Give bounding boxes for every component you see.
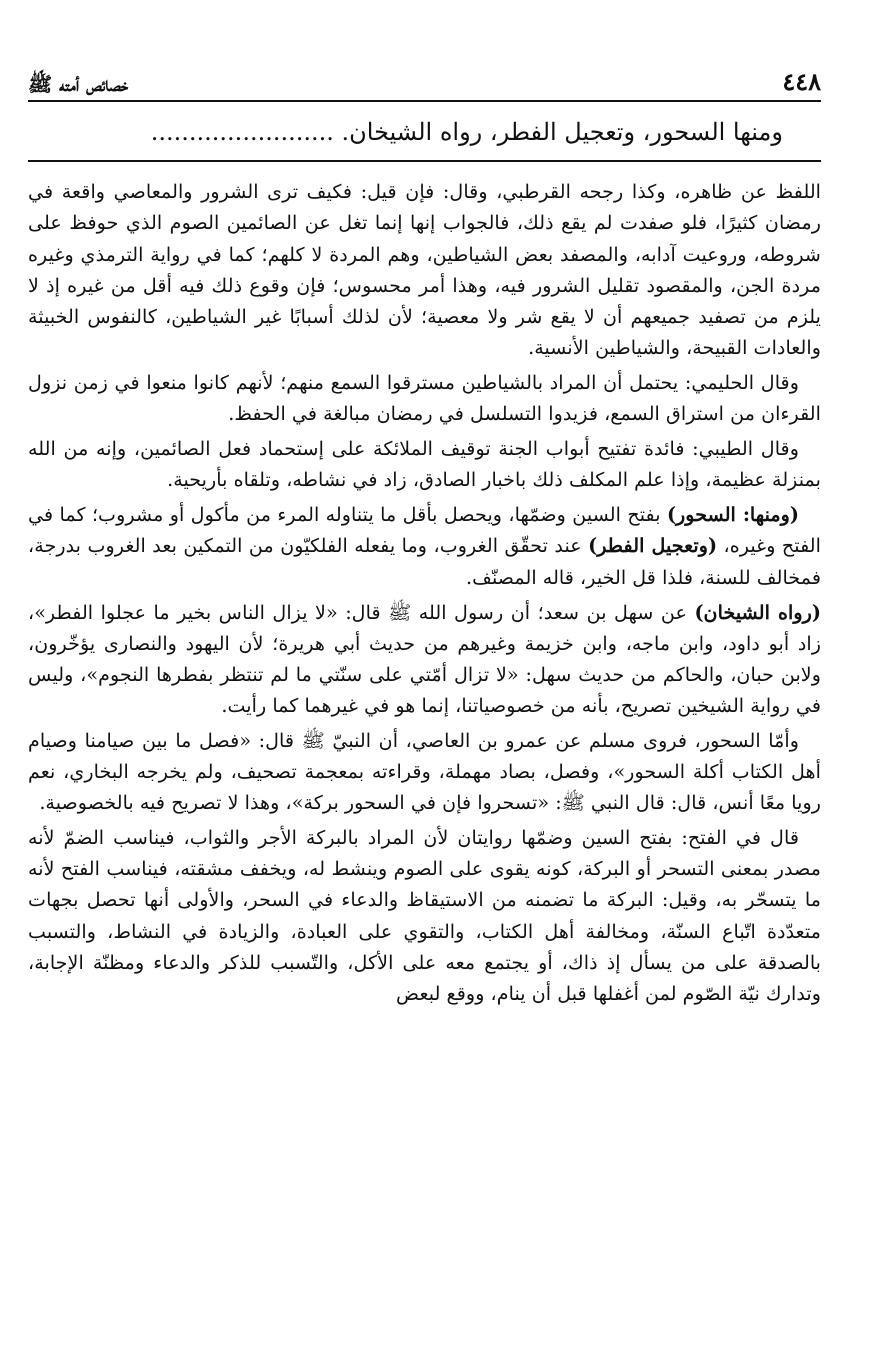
paragraph-text: عند تحقّق الغروب، وما يفعله الفلكيّون من التمكين بعد الغروب بدرجة، فمخالف للسنة، فلذا قل الخير، قاله المصنّف. bbox=[28, 534, 821, 589]
paragraph-text: اللفظ عن ظاهره، وكذا رجحه القرطبي، وقال: فإن قيل: فكيف ترى الشرور والمعاصي واقعة في رمضان كثيرًا، فلو صفدت لم يقع ذلك، فالجواب إنها إنما تغل عن الصائمين الصوم الذي حوفظ على شروطه، وروعيت آدابه، والمصفد بعض الشياطين، وهم المردة لا كلهم؛ كما في رواية الترمذي وغيره مردة الجن، والمقصود تقليل الشرور فيه، وهذا أمر محسوس؛ فإن وقوع ذلك فيه أقل من غيره إذ لا يلزم من تصفيد جميعهم أن لا يقع شر ولا معصية؛ لأن لذلك أسبابًا غير الشياطين، كالنفوس الخبيثة والعادات القبيحة، والشياطين الأنسية. bbox=[28, 180, 821, 359]
running-header bbox=[28, 52, 821, 100]
lemma-text: (رواه الشيخان) bbox=[694, 600, 821, 624]
paragraph-text: وقال الحليمي: يحتمل أن المراد بالشياطين مسترقوا السمع منهم؛ لأنهم كانوا منعوا في زمن نزول القرءان من استراق السمع، فزيدوا التسلسل في رمضان مبالغة في الحفظ. bbox=[28, 370, 821, 426]
lemma-text: (وتعجيل الفطر) bbox=[588, 534, 718, 558]
page-number: ٤٤٨ bbox=[782, 67, 821, 96]
commentary-paragraph bbox=[28, 433, 821, 495]
commentary-paragraph bbox=[28, 176, 821, 363]
commentary-body bbox=[28, 162, 821, 1008]
paragraph-text: وأمّا السحور، فروى مسلم عن عمرو بن العاصي، أن النبيّ ﷺ قال: «فصل ما بين صيامنا وصيام أهل الكتاب أكلة السحور»، وفصل، بصاد مهملة، وقراءته بمعجمة تصحيف، ولم يخرجه البخاري، نعم رويا معًا أنس، قال: قال النبي ﷺ: «تسحروا فإن في السحور بركة»، وهذا لا تصريح فيه بالخصوصية. bbox=[28, 728, 821, 815]
commentary-paragraph bbox=[28, 725, 821, 818]
matn-text: ومنها السحور، وتعجيل الفطر، رواه الشيخان. bbox=[341, 118, 783, 146]
matn-dots: ........................ bbox=[150, 118, 334, 146]
commentary-paragraph bbox=[28, 822, 821, 1009]
paragraph-text: قال في الفتح: بفتح السين وضمّها روايتان لأن المراد بالبركة الأجر والثواب، فيناسب الضمّ لأنه مصدر بمعنى التسحر أو البركة، كونه يقوى على الصوم وينشط له، ويخفف مشقته، فيناسب الفتح لأنه ما يتسحّر به، وقيل: البركة ما تضمنه من الاستيقاظ والدعاء في السحر، والأولى أنها تحصل بجهات متعدّدة اتّباع السنّة، ومخالفة أهل الكتاب، والتقوي على العبادة، والزيادة في النشاط، والتسبب بالصدقة على من يسأل إذ ذاك، أو يجتمع معه على الأكل، والتّسبب للذكر والدعاء ومظنّة الإجابة، وتدارك نيّة الصّوم لمن أغفلها قبل أن ينام، ووقع لبعض bbox=[28, 826, 821, 1005]
paragraph-text: وقال الطيبي: فائدة تفتيح أبواب الجنة توقيف الملائكة على إستحماد فعل الصائمين، وإنه من الله بمنزلة عظيمة، وإذا علم المكلف ذلك باخبار الصادق، زاد في نشاطه، وتلقاه بأريحية. bbox=[28, 437, 821, 492]
matn-line bbox=[28, 102, 821, 160]
paragraph-text: بفتح السين وضمّها، ويحصل بأقل ما يتناوله المرء من مأكول أو مشروب؛ كما في الفتح وغيره، bbox=[28, 503, 821, 558]
lemma-text: (ومنها: السحور) bbox=[666, 503, 799, 527]
commentary-paragraph bbox=[28, 499, 821, 592]
commentary-paragraph bbox=[28, 597, 821, 721]
commentary-paragraph bbox=[28, 367, 821, 429]
running-title: خصائص أمته ﷺ bbox=[28, 72, 129, 96]
book-page bbox=[28, 52, 821, 1339]
paragraph-text: عن سهل بن سعد؛ أن رسول الله ﷺ قال: «لا يزال الناس بخير ما عجلوا الفطر»، زاد أبو داود، وابن ماجه، وابن خزيمة وغيرهم من حديث أبي هريرة؛ لأن اليهود والنصارى يؤخّرون، ولابن حبان، والحاكم من حديث سهل: «لا تزال أمّتي على سنّتي ما لم تنتظر بفطرها النجوم»، وليس في رواية الشيخين تصريح، بأنه من خصوصياتنا، إنما هو في غيرهما كما رأيت. bbox=[28, 600, 821, 717]
